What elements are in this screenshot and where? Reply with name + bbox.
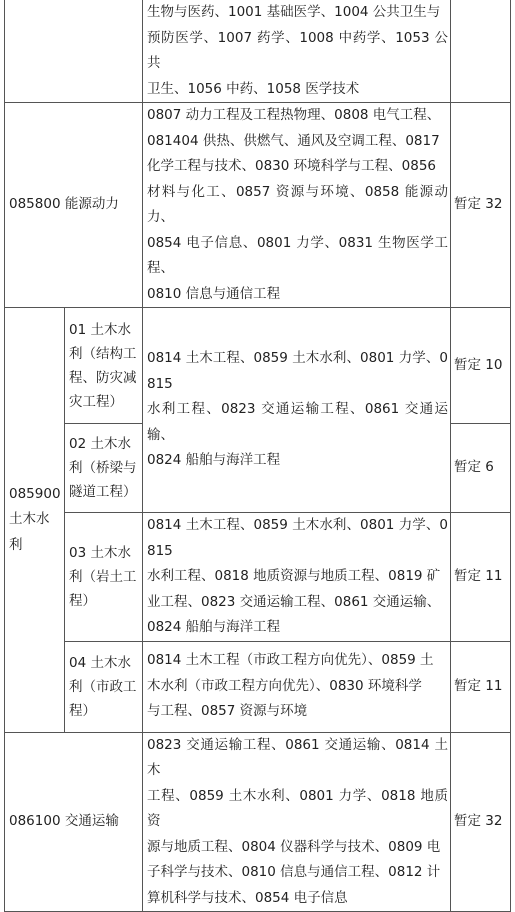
discipline-line: 算机科学与技术、0854 电子信息 (147, 889, 348, 906)
sub-line: 隧道工程） (69, 484, 137, 500)
sub-line: 利（市政工 (69, 678, 137, 695)
discipline-line: 水利工程、0823 交通运输工程、0861 交通运输、 (147, 401, 448, 443)
sub-line: 利（桥梁与 (69, 460, 137, 476)
quota-cell: 暂定 6 (451, 424, 511, 513)
sub-line: 04 土木水 (69, 654, 131, 671)
quota-cell: 暂定 32 (451, 103, 511, 308)
quota-cell: 暂定 32 (451, 732, 511, 912)
discipline-line: 生物与医药、1001 基础医学、1004 公共卫生与 (147, 4, 441, 20)
major-line: 土木水 (9, 511, 50, 527)
sub-line: 01 土木水 (69, 321, 131, 338)
discipline-line: 材料与化工、0857 资源与环境、0858 能源动力、 (147, 183, 448, 225)
discipline-line: 0854 电子信息、0801 力学、0831 生物医学工程、 (147, 234, 448, 276)
discipline-line: 与工程、0857 资源与环境 (147, 703, 308, 720)
discipline-line: 工程、0859 土木水利、0801 力学、0818 地质资 (147, 787, 448, 829)
table-row-085900-04 (5, 641, 511, 732)
disciplines-cell (143, 641, 451, 732)
discipline-line: 卫生、1056 中药、1058 医学技术 (147, 80, 360, 97)
major-cell: 086100 交通运输 (5, 732, 143, 912)
sub-direction-cell (65, 513, 143, 642)
discipline-line: 0807 动力工程及工程热物理、0808 电气工程、 (147, 107, 441, 123)
sub-line: 灾工程） (69, 393, 123, 410)
discipline-line: 0823 交通运输工程、0861 交通运输、0814 土木 (147, 736, 448, 778)
major-line: 085900 (9, 485, 61, 502)
disciplines-cell (143, 103, 451, 308)
admissions-table (4, 0, 511, 912)
discipline-line: 水利工程、0818 地质资源与地质工程、0819 矿 (147, 568, 441, 584)
discipline-line: 0824 船舶与海洋工程 (147, 619, 281, 635)
table-row-085900-03 (5, 513, 511, 642)
sub-line: 03 土木水 (69, 544, 131, 561)
sub-line: 利（结构工 (69, 345, 137, 362)
quota-cell: 暂定 11 (451, 513, 511, 642)
table-row-continuation (5, 0, 511, 103)
major-line: 利 (9, 536, 23, 553)
sub-line: 利（岩土工 (69, 568, 137, 585)
disciplines-cell (143, 0, 451, 103)
sub-direction-cell (65, 641, 143, 732)
table-row-085900-01 (5, 308, 511, 424)
quota-cell (451, 0, 511, 103)
quota-cell: 暂定 10 (451, 308, 511, 424)
disciplines-cell (143, 732, 451, 912)
discipline-line: 0814 土木工程、0859 土木水利、0801 力学、0815 (147, 350, 448, 392)
sub-line: 02 土木水 (69, 436, 131, 452)
discipline-line: 业工程、0823 交通运输工程、0861 交通运输、 (147, 593, 441, 610)
discipline-line: 0814 土木工程、0859 土木水利、0801 力学、0815 (147, 517, 448, 559)
discipline-line: 木水利（市政工程方向优先）、0830 环境科学 (147, 677, 422, 694)
discipline-line: 0810 信息与通信工程 (147, 285, 281, 302)
sub-line: 程、防灾减 (69, 369, 137, 386)
discipline-line: 预防医学、1007 药学、1008 中药学、1053 公共 (147, 29, 448, 71)
discipline-line: 0814 土木工程（市政工程方向优先）、0859 土 (147, 652, 434, 669)
discipline-line: 子科学与技术、0810 信息与通信工程、0812 计 (147, 864, 441, 880)
sub-line: 程） (69, 702, 96, 719)
disciplines-cell (143, 308, 451, 513)
table-row-085800 (5, 103, 511, 308)
discipline-line: 081404 供热、供燃气、通风及空调工程、0817 (147, 132, 440, 149)
discipline-line: 源与地质工程、0804 仪器科学与技术、0809 电 (147, 838, 441, 855)
sub-direction-cell (65, 424, 143, 513)
major-cell (5, 308, 65, 733)
discipline-line: 化学工程与技术、0830 环境科学与工程、0856 (147, 158, 437, 174)
major-cell: 085800 能源动力 (5, 103, 143, 308)
admissions-table-page (4, 0, 510, 912)
major-cell (5, 0, 143, 103)
disciplines-cell (143, 513, 451, 642)
quota-cell: 暂定 11 (451, 641, 511, 732)
discipline-line: 0824 船舶与海洋工程 (147, 452, 281, 469)
table-row-086100 (5, 732, 511, 912)
sub-line: 程） (69, 592, 96, 609)
sub-direction-cell (65, 308, 143, 424)
